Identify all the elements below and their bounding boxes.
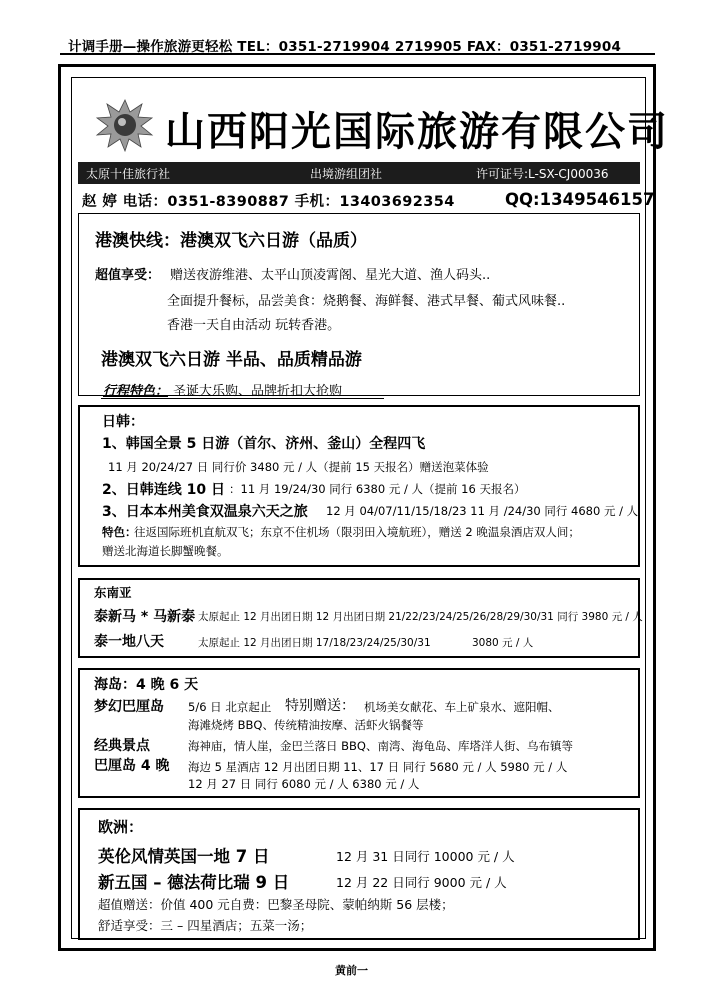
info-band <box>78 162 640 184</box>
jk-note-2: 赠送北海道长脚蟹晚餐。 <box>102 544 229 558</box>
jk-heading: 日韩： <box>102 414 144 430</box>
jk-route-2-title: 2、日韩连线 10 日 <box>102 482 225 498</box>
jk-route-2-detail: ：11 月 19/24/30 同行 6380 元 / 人（提前 16 天报名） <box>229 482 526 496</box>
europe-route-1-detail: 12 月 31 日同行 10000 元 / 人 <box>336 849 515 864</box>
company-name: 山西阳光国际旅游有限公司 <box>165 109 669 155</box>
header-rule <box>60 53 655 55</box>
sea-card <box>78 578 643 658</box>
jk-route-1-title: 1、韩国全景 5 日游（首尔、济州、釜山）全程四飞 <box>102 436 426 452</box>
sea-route-2-title: 泰一地八天 <box>94 634 164 650</box>
jk-note-1: 往返国际班机直航双飞；东京不住机场（限羽田入境航班），赠送 2 晚温泉酒店双人间； <box>134 525 580 539</box>
island-route-3-title: 巴厘岛 4 晚 <box>94 758 170 774</box>
header-line: 计调手册—操作旅游更轻松 TEL：0351-2719904 2719905 FAX：0351-2719904 <box>68 39 622 55</box>
island-route-1-title: 梦幻巴厘岛 <box>94 699 164 715</box>
sea-route-1-title: 泰新马 * 马新泰 <box>94 609 196 625</box>
jk-route-3-detail: 12 月 04/07/11/15/18/23 11 月 /24/30 同行 4680 元 / 人 <box>326 504 639 518</box>
island-heading: 海岛：4 晚 6 天 <box>94 677 199 693</box>
hk-feature-rule <box>101 398 384 399</box>
island-route-3-detail-2: 12 月 27 日 同行 6080 元 / 人 6380 元 / 人 <box>188 777 420 791</box>
sea-route-2-price: 3080 元 / 人 <box>472 637 534 649</box>
band-right: 许可证号:L-SX-CJ00036 <box>476 167 609 181</box>
sun-flower-logo-icon <box>92 96 158 154</box>
sea-heading: 东南亚 <box>94 585 132 600</box>
europe-note-1: 超值赠送：价值 400 元自费：巴黎圣母院、蒙帕纳斯 56 层楼； <box>98 897 454 912</box>
europe-note-2: 舒适享受：三 – 四星酒店；五菜一汤； <box>98 918 313 933</box>
europe-route-2-detail: 12 月 22 日同行 9000 元 / 人 <box>336 875 507 890</box>
island-route-1-depart: 5/6 日 北京起止 <box>188 700 272 714</box>
island-gift-label: 特别赠送： <box>285 698 355 714</box>
hk-feature-label: 行程特色： <box>103 384 169 399</box>
qq-number: QQ:1349546157 <box>505 190 655 209</box>
hk-perk-1: 赠送夜游维港、太平山顶凌霄阁、星光大道、渔人码头.. <box>170 268 491 283</box>
hk-perk-2: 全面提升餐标，品尝美食：烧鹅餐、海鲜餐、港式早餐、葡式风味餐.. <box>167 294 566 309</box>
band-mid: 出境游组团社 <box>310 167 383 181</box>
jk-route-1-detail: 11 月 20/24/27 日 同行价 3480 元 / 人（提前 15 天报名）赠送泡菜体验 <box>108 460 489 474</box>
island-gift-2: 海滩烧烤 BBQ、传统精油按摩、活虾火锅餐等 <box>188 718 424 732</box>
europe-route-1-title: 英伦风情英国一地 7 日 <box>98 847 270 866</box>
hk-perk-3: 香港一天自由活动 玩转香港。 <box>167 318 341 333</box>
europe-heading: 欧洲： <box>98 818 144 836</box>
contact-line: 赵 婷 电话：0351-8390887 手机：13403692354 <box>82 194 455 210</box>
hk-perk-label: 超值享受： <box>95 268 161 283</box>
hk-title-2: 港澳双飞六日游 半品、品质精品游 <box>101 350 362 370</box>
sea-route-2-detail: 太原起止 12 月出团日期 17/18/23/24/25/30/31 <box>198 637 431 649</box>
europe-card <box>78 808 640 940</box>
hk-section <box>78 213 640 399</box>
island-gift-1: 机场美女献花、车上矿泉水、遮阳帽、 <box>364 700 560 714</box>
europe-route-2-title: 新五国 – 德法荷比瑞 9 日 <box>98 873 290 892</box>
island-card <box>78 668 640 798</box>
jk-route-3-title: 3、日本本州美食双温泉六天之旅 <box>102 504 308 520</box>
hk-title: 港澳快线：港澳双飞六日游（品质） <box>95 231 367 251</box>
band-left: 太原十佳旅行社 <box>86 167 171 181</box>
hk-feature: 圣诞大乐购、品牌折扣大抢购 <box>173 384 343 399</box>
jk-card <box>78 405 640 567</box>
page-footer: 黄前一 <box>335 964 368 977</box>
island-route-3-detail: 海边 5 星酒店 12 月出团日期 11、17 日 同行 5680 元 / 人 5980 元 / 人 <box>188 760 568 774</box>
jk-note-label: 特色： <box>102 525 137 539</box>
island-route-2-detail: 海神庙，情人崖，金巴兰落日 BBQ、南湾、海龟岛、库塔洋人街、乌布镇等 <box>188 739 573 753</box>
island-route-2-title: 经典景点 <box>94 738 150 754</box>
sea-route-1-detail: 太原起止 12 月出团日期 12 月出团日期 21/22/23/24/25/26/28/29/30/31 同行 3980 元 / 人 <box>198 611 643 623</box>
